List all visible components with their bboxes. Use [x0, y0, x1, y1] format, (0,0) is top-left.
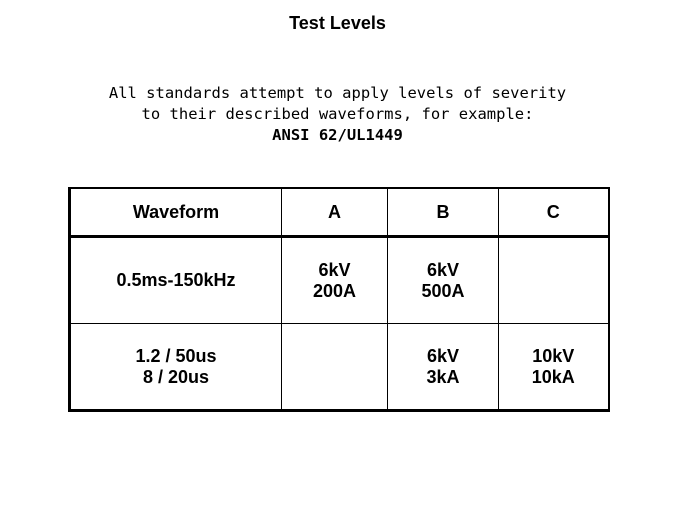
intro-line-2: to their described waveforms, for example:	[141, 105, 534, 123]
slide-title: Test Levels	[289, 13, 386, 33]
current-value: 500A	[421, 280, 465, 301]
header-level-a: A	[282, 188, 388, 237]
table-header-row	[70, 188, 609, 237]
intro-text	[0, 83, 675, 146]
standard-name: ANSI 62/UL1449	[272, 126, 403, 144]
waveform-cell	[70, 324, 282, 411]
header-waveform: Waveform	[70, 188, 282, 237]
voltage-value: 6kV	[426, 259, 460, 280]
header-level-c: C	[499, 188, 609, 237]
voltage-value: 6kV	[318, 259, 351, 280]
header-level-b: B	[388, 188, 499, 237]
level-c-cell	[499, 324, 609, 411]
level-c-cell	[499, 237, 609, 324]
waveform-label: 0.5ms-150kHz	[116, 270, 236, 290]
table-row	[70, 237, 609, 324]
level-a-cell	[282, 324, 388, 411]
waveform-label: 1.2 / 50us	[135, 345, 217, 366]
level-b-cell	[388, 324, 499, 411]
voltage-value: 6kV	[426, 345, 460, 366]
waveform-cell	[70, 237, 282, 324]
table-row	[70, 324, 609, 411]
intro-line-1: All standards attempt to apply levels of severity	[108, 84, 567, 102]
level-b-cell	[388, 237, 499, 324]
level-a-cell	[282, 237, 388, 324]
current-value: 200A	[312, 280, 357, 301]
test-levels-table	[68, 187, 610, 412]
current-value: 3kA	[426, 366, 460, 387]
voltage-value: 10kV	[532, 345, 575, 366]
current-value: 10kA	[531, 366, 575, 387]
waveform-label: 8 / 20us	[142, 366, 210, 387]
